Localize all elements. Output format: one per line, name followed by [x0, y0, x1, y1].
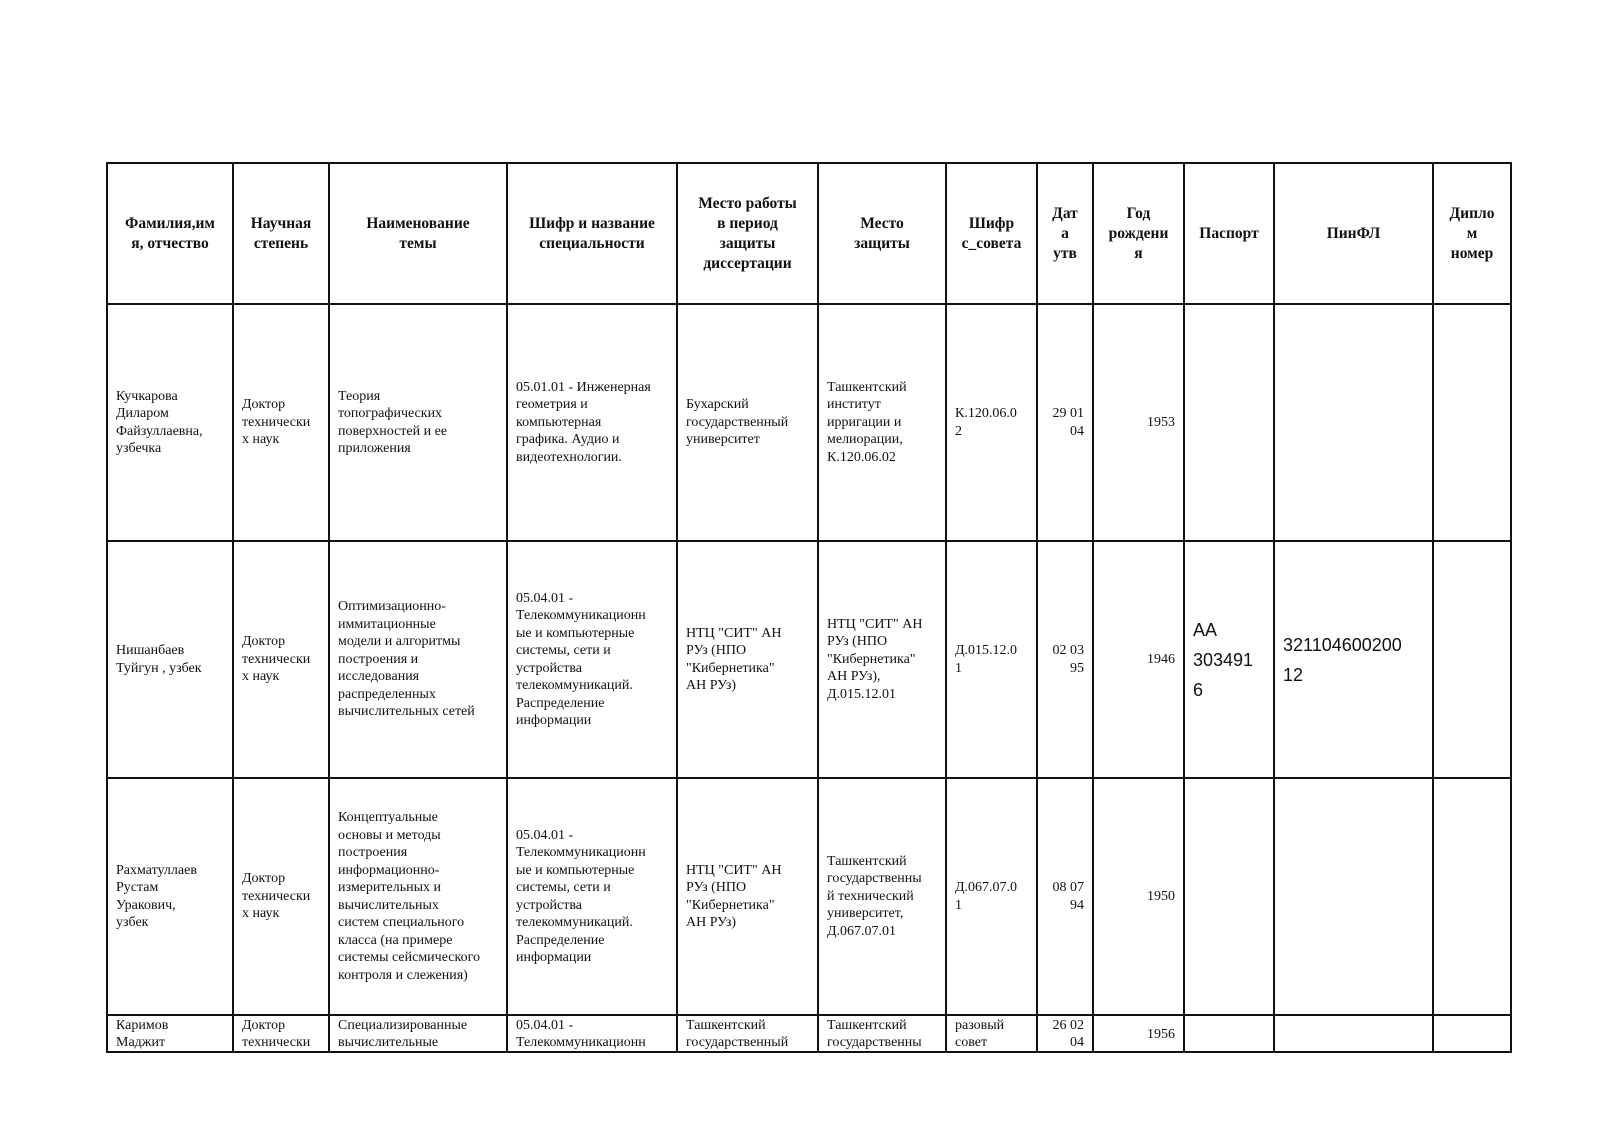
cell-council-code: разовый совет: [946, 1015, 1037, 1052]
cell-birth-year: 1956: [1093, 1015, 1184, 1052]
cell-passport: АА 303491 6: [1184, 541, 1274, 778]
cell-specialty: 05.04.01 - Телекоммуникационн ые и компьютерные системы, сети и устройства телекоммуникаций. Распределение информации: [507, 541, 677, 778]
cell-theme: Теория топографических поверхностей и ее приложения: [329, 304, 507, 541]
cell-diploma: [1433, 304, 1511, 541]
cell-pinfl: 321104600200 12: [1274, 541, 1433, 778]
header-row: [107, 163, 1511, 304]
cell-birth-year: 1953: [1093, 304, 1184, 541]
table-row: [107, 778, 1511, 1015]
cell-fio: Кучкарова Диларом Файзуллаевна, узбечка: [107, 304, 233, 541]
cell-diploma: [1433, 541, 1511, 778]
cell-date: 02 03 95: [1037, 541, 1093, 778]
cell-workplace: Ташкентский государственный: [677, 1015, 818, 1052]
header-fio: Фамилия,им я, отчество: [107, 163, 233, 304]
table-row: [107, 1015, 1511, 1052]
header-specialty: Шифр и название специальности: [507, 163, 677, 304]
cell-workplace: НТЦ "СИТ" АН РУз (НПО "Кибернетика" АН РУз): [677, 541, 818, 778]
cell-council-code: К.120.06.0 2: [946, 304, 1037, 541]
cell-diploma: [1433, 778, 1511, 1015]
cell-degree: Доктор технически: [233, 1015, 329, 1052]
header-birth-year: Год рождени я: [1093, 163, 1184, 304]
header-pinfl: ПинФЛ: [1274, 163, 1433, 304]
cell-degree: Доктор технически х наук: [233, 541, 329, 778]
cell-council-code: Д.015.12.0 1: [946, 541, 1037, 778]
cell-fio: Нишанбаев Туйгун , узбек: [107, 541, 233, 778]
header-date: Дат а утв: [1037, 163, 1093, 304]
cell-date: 08 07 94: [1037, 778, 1093, 1015]
cell-fio: Рахматуллаев Рустам Уракович, узбек: [107, 778, 233, 1015]
cell-date: 29 01 04: [1037, 304, 1093, 541]
cell-date: 26 02 04: [1037, 1015, 1093, 1052]
cell-defense-place: Ташкентский государственны: [818, 1015, 946, 1052]
cell-specialty: 05.04.01 - Телекоммуникационн ые и компьютерные системы, сети и устройства телекоммуникаций. Распределение информации: [507, 778, 677, 1015]
header-passport: Паспорт: [1184, 163, 1274, 304]
header-workplace: Место работы в период защиты диссертации: [677, 163, 818, 304]
cell-specialty: 05.01.01 - Инженерная геометрия и компьютерная графика. Аудио и видеотехнологии.: [507, 304, 677, 541]
cell-defense-place: Ташкентский государственны й технический университет, Д.067.07.01: [818, 778, 946, 1015]
cell-theme: Концептуальные основы и методы построения информационно- измерительных и вычислительных систем специального класса (на примере системы сейсмического контроля и слежения): [329, 778, 507, 1015]
cell-workplace: НТЦ "СИТ" АН РУз (НПО "Кибернетика" АН РУз): [677, 778, 818, 1015]
header-diploma: Дипло м номер: [1433, 163, 1511, 304]
table-row: [107, 541, 1511, 778]
cell-passport: [1184, 1015, 1274, 1052]
cell-theme: Специализированные вычислительные: [329, 1015, 507, 1052]
header-theme: Наименование темы: [329, 163, 507, 304]
cell-council-code: Д.067.07.0 1: [946, 778, 1037, 1015]
cell-birth-year: 1950: [1093, 778, 1184, 1015]
cell-defense-place: НТЦ "СИТ" АН РУз (НПО "Кибернетика" АН РУз), Д.015.12.01: [818, 541, 946, 778]
cell-specialty: 05.04.01 - Телекоммуникационн: [507, 1015, 677, 1052]
cell-defense-place: Ташкентский институт ирригации и мелиорации, К.120.06.02: [818, 304, 946, 541]
cell-pinfl: [1274, 778, 1433, 1015]
cell-degree: Доктор технически х наук: [233, 304, 329, 541]
cell-pinfl: [1274, 1015, 1433, 1052]
cell-degree: Доктор технически х наук: [233, 778, 329, 1015]
header-council-code: Шифр с_совета: [946, 163, 1037, 304]
cell-pinfl: [1274, 304, 1433, 541]
cell-workplace: Бухарский государственный университет: [677, 304, 818, 541]
header-degree: Научная степень: [233, 163, 329, 304]
cell-diploma: [1433, 1015, 1511, 1052]
cell-passport: [1184, 778, 1274, 1015]
cell-birth-year: 1946: [1093, 541, 1184, 778]
cell-passport: [1184, 304, 1274, 541]
table-row: [107, 304, 1511, 541]
header-defense-place: Место защиты: [818, 163, 946, 304]
cell-theme: Оптимизационно- иммитационные модели и алгоритмы построения и исследования распределенных вычислительных сетей: [329, 541, 507, 778]
dissertation-table: [106, 162, 1512, 1053]
cell-fio: Каримов Маджит: [107, 1015, 233, 1052]
